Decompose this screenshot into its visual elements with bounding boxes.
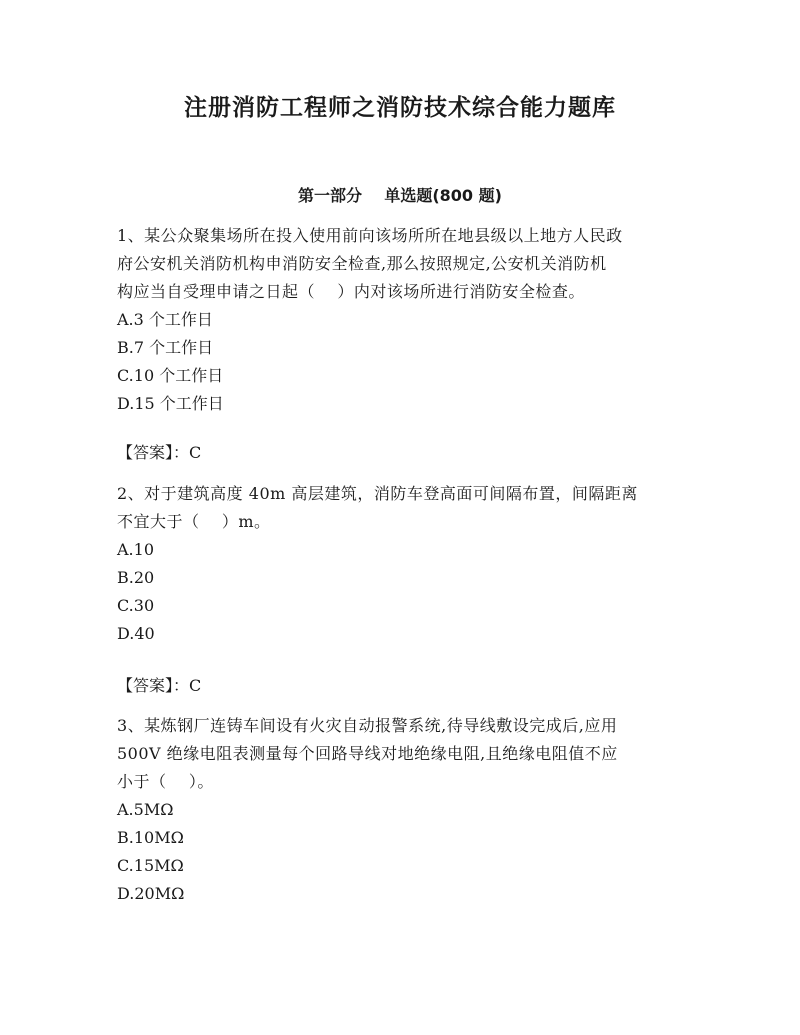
stem-line: 府公安机关消防机构申消防安全检查,那么按照规定,公安机关消防机 [117, 254, 607, 273]
section-heading: 第一部分 单选题(800 题) [298, 186, 502, 205]
option-c: C.10 个工作日 [117, 366, 224, 385]
option-b: B.20 [117, 568, 155, 587]
option-a: A.3 个工作日 [117, 310, 213, 329]
question-stem [117, 480, 687, 536]
option-a: A.5MΩ [117, 800, 174, 819]
question-2 [117, 480, 687, 648]
option-b: B.10MΩ [117, 828, 184, 847]
option-c: C.15MΩ [117, 856, 184, 875]
option-d: D.15 个工作日 [117, 394, 224, 413]
question-3 [117, 712, 687, 908]
stem-line: 3、某炼钢厂连铸车间设有火灾自动报警系统,待导线敷设完成后,应用 [117, 716, 618, 735]
question-stem [117, 712, 687, 796]
answer-2: 【答案】：C [117, 676, 202, 695]
stem-line: 500V 绝缘电阻表测量每个回路导线对地绝缘电阻,且绝缘电阻值不应 [117, 744, 618, 763]
stem-line: 小于（ ）。 [117, 772, 214, 791]
option-b: B.7 个工作日 [117, 338, 214, 357]
question-1 [117, 222, 687, 418]
answer-1: 【答案】：C [117, 443, 202, 462]
option-d: D.40 [117, 624, 155, 643]
stem-line: 构应当自受理申请之日起（ ）内对该场所进行消防安全检查。 [117, 282, 585, 301]
stem-line: 2、对于建筑高度 40m 高层建筑，消防车登高面可间隔布置，间隔距离 [117, 484, 638, 503]
question-stem [117, 222, 687, 306]
option-c: C.30 [117, 596, 155, 615]
option-d: D.20MΩ [117, 884, 185, 903]
stem-line: 不宜大于（ ）m。 [117, 512, 271, 531]
document-title: 注册消防工程师之消防技术综合能力题库 [184, 95, 616, 121]
option-a: A.10 [117, 540, 154, 559]
stem-line: 1、某公众聚集场所在投入使用前向该场所所在地县级以上地方人民政 [117, 226, 623, 245]
